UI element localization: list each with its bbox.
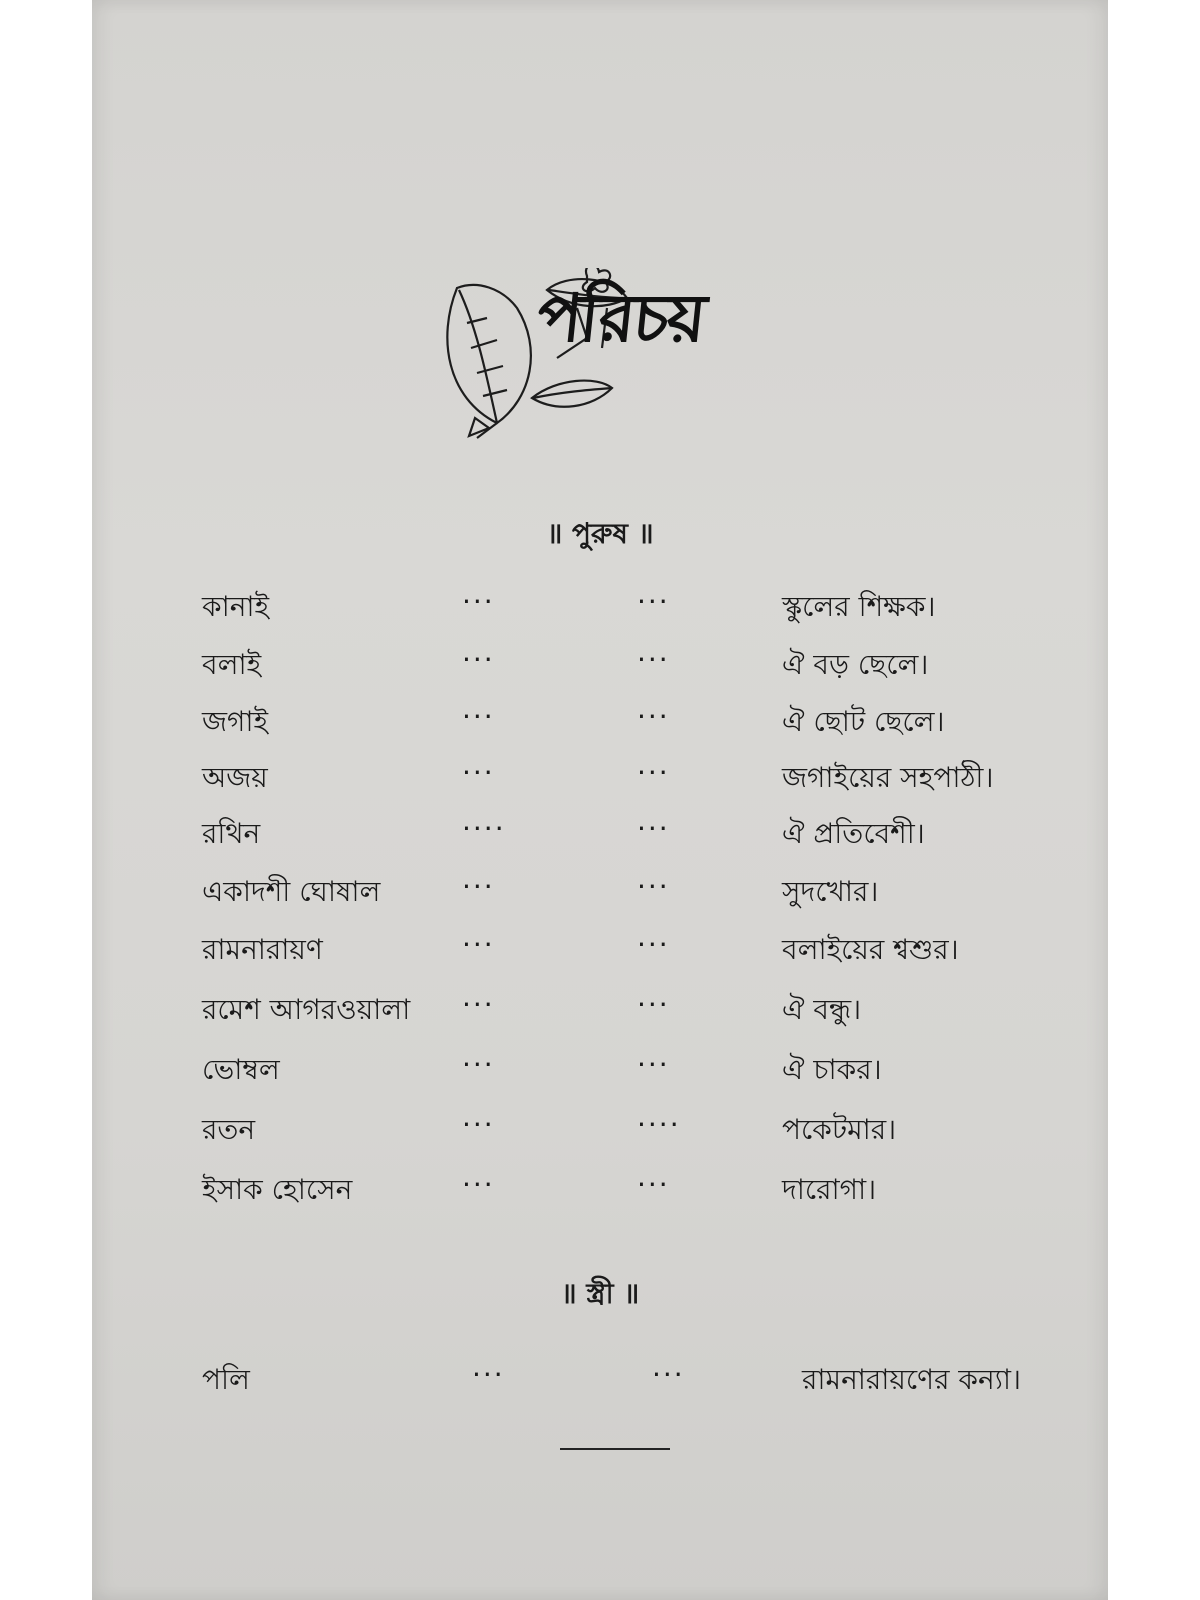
section-heading-female: ॥ স্ত্রী ॥ <box>560 1277 640 1310</box>
leader-dots: ··· <box>637 700 670 733</box>
character-description: বলাইয়ের শ্বশুর। <box>782 933 959 966</box>
cast-row <box>92 643 1108 687</box>
leader-dots: ··· <box>637 585 670 618</box>
character-name: জগাই <box>202 705 269 738</box>
leader-dots: ··· <box>637 928 670 961</box>
character-name: ইসাক হোসেন <box>202 1173 353 1206</box>
cast-row <box>92 1168 1108 1212</box>
leader-dots: ··· <box>462 700 495 733</box>
character-description: ঐ বন্ধু। <box>782 993 862 1026</box>
leader-dots: ··· <box>462 870 495 903</box>
cast-row <box>92 585 1108 629</box>
character-name: অজয় <box>202 761 268 794</box>
leader-dots: ··· <box>637 756 670 789</box>
character-name: বলাই <box>202 648 262 681</box>
cast-row <box>92 1048 1108 1092</box>
cast-row <box>92 928 1108 972</box>
character-description: জগাইয়ের সহপাঠী। <box>782 761 994 794</box>
cast-row <box>92 756 1108 800</box>
leader-dots: ··· <box>462 1108 495 1141</box>
leader-dots: ··· <box>462 585 495 618</box>
cast-row <box>92 988 1108 1032</box>
end-rule <box>560 1448 670 1450</box>
leader-dots: ··· <box>462 643 495 676</box>
character-name: রামনারায়ণ <box>202 933 323 966</box>
leader-dots: ··· <box>637 1168 670 1201</box>
leader-dots: ··· <box>637 988 670 1021</box>
character-description: পকেটমার। <box>782 1113 897 1146</box>
cast-row <box>92 1358 1108 1402</box>
cast-row <box>92 700 1108 744</box>
character-name: রমেশ আগরওয়ালা <box>202 993 411 1026</box>
book-page <box>92 0 1108 1600</box>
character-description: সুদখোর। <box>782 875 879 908</box>
character-name: কানাই <box>202 590 270 623</box>
character-name: রথিন <box>202 817 261 850</box>
character-description: ঐ প্রতিবেশী। <box>782 817 925 850</box>
page-title: পরিচয় <box>533 280 709 357</box>
character-description: ঐ বড় ছেলে। <box>782 648 929 681</box>
section-heading-male: ॥ পুরুষ ॥ <box>546 517 654 550</box>
leader-dots: ··· <box>637 812 670 845</box>
leader-dots: ··· <box>472 1358 505 1391</box>
leader-dots: ··· <box>637 870 670 903</box>
leader-dots: ··· <box>462 1048 495 1081</box>
leader-dots: ··· <box>637 1048 670 1081</box>
character-description: রামনারায়ণের কন্যা। <box>802 1363 1021 1396</box>
cast-row <box>92 1108 1108 1152</box>
cast-row <box>92 870 1108 914</box>
character-name: পলি <box>202 1363 250 1396</box>
character-name: রতন <box>202 1113 256 1146</box>
leader-dots: ··· <box>652 1358 685 1391</box>
leader-dots: ··· <box>637 643 670 676</box>
character-description: ঐ ছোট ছেলে। <box>782 705 945 738</box>
character-name: ভোম্বল <box>202 1053 280 1086</box>
leader-dots: ···· <box>637 1108 681 1141</box>
cast-row <box>92 812 1108 856</box>
leader-dots: ··· <box>462 1168 495 1201</box>
leader-dots: ··· <box>462 756 495 789</box>
character-description: ঐ চাকর। <box>782 1053 882 1086</box>
leader-dots: ··· <box>462 928 495 961</box>
leader-dots: ···· <box>462 812 506 845</box>
character-name: একাদশী ঘোষাল <box>202 875 381 908</box>
leader-dots: ··· <box>462 988 495 1021</box>
character-description: দারোগা। <box>782 1173 877 1206</box>
character-description: স্কুলের শিক্ষক। <box>782 590 936 623</box>
